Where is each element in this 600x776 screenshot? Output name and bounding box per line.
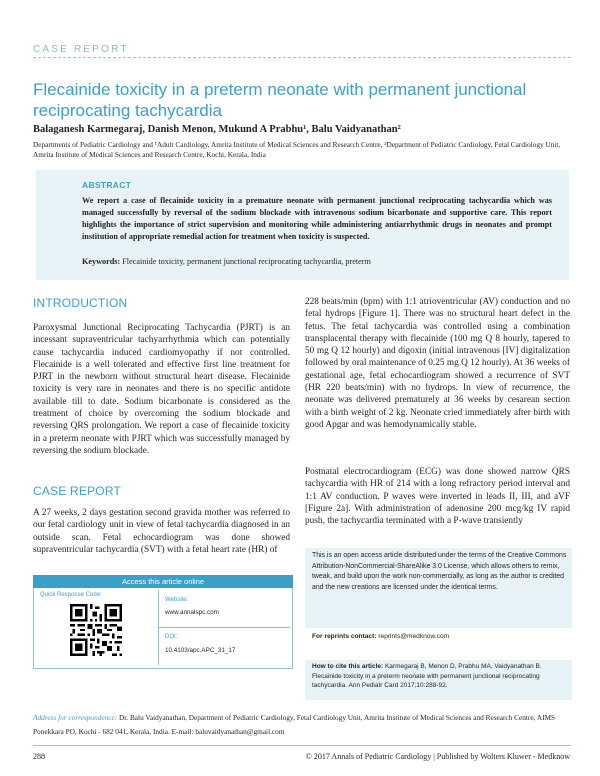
affiliations: Departments of Pediatric Cardiology and ¹Adult Cardiology, Amrita Institute of Medical Sciences and Research Centre, ²Department of Pediatric Cardiology, Fetal Cardiology Unit, Amrita Institute of Medical Sciences and Research Centre, Kochi, Kerala, India bbox=[33, 140, 561, 159]
doi-label: DOI: bbox=[165, 634, 178, 640]
page-number: 288 bbox=[33, 752, 45, 761]
abstract-text: We report a case of flecainide toxicity in a premature neonate with permanent junctional reciprocating tachycardia which was managed successfully by reversal of the sodium blockade with intravenous sodium bicarbonate and supportive care. This report highlights the importance of strict supervision and monitoring while administering antiarrhythmic drugs in neonates and prompt institution of appropriate remedial action for treatment when toxicity is suspected. bbox=[82, 196, 552, 241]
right-column-paragraph-2: Postnatal electrocardiogram (ECG) was done showed narrow QRS tachycardia with HR of 214 with a long refractory period interval and 1:1 AV conduction. P waves were inverted in leads II, III, and aVF [Figure 2a]. With administration of adenosine 200 mcg/kg IV rapid push, the tachycardia terminated with a P-wave transiently bbox=[305, 467, 570, 527]
doi-value[interactable]: 10.4103/apc.APC_31_17 bbox=[165, 647, 236, 654]
keywords-label: Keywords: bbox=[82, 257, 121, 266]
correspondence-text: Dr. Balu Vaidyanathan, Department of Pediatric Cardiology, Fetal Cardiology Unit, Amrita Institute of Medical Sciences and Research Centre, AIMS Ponekkara PO, Kochi - 682 041, Kerala, India. E-mail: baluvaidyanathan@gmail.com bbox=[33, 713, 556, 736]
journal-footer: © 2017 Annals of Pediatric Cardiology | Published by Wolters Kluwer - Medknow bbox=[305, 752, 570, 761]
correspondence-label: Address for correspondence: bbox=[33, 713, 118, 722]
access-article-heading: Access this article online bbox=[33, 575, 293, 588]
footer-divider bbox=[33, 745, 571, 746]
reprints-label: For reprints contact: bbox=[312, 633, 377, 640]
keywords-text: Flecainide toxicity, permanent junctional reciprocating tachycardia, preterm bbox=[122, 257, 371, 266]
qr-code-label: Quick Response Code: bbox=[40, 592, 102, 598]
access-box-horizontal-divider bbox=[158, 627, 290, 628]
abstract-heading: ABSTRACT bbox=[82, 180, 132, 190]
keywords bbox=[82, 257, 552, 266]
website-link[interactable]: www.annalspc.com bbox=[165, 609, 219, 616]
qr-code-image bbox=[70, 604, 122, 656]
header-divider bbox=[33, 57, 571, 58]
reprints-contact bbox=[312, 633, 449, 640]
article-title: Flecainide toxicity in a preterm neonate with permanent junctional reciprocating tachycardia bbox=[33, 80, 527, 120]
introduction-text: Paroxysmal Junctional Reciprocating Tachycardia (PJRT) is an incessant supraventricular tachyarrhythmia which can potentially cause tachycardia induced cardiomyopathy if not controlled. Flecainide is a well tolerated and effective first line treatment for PJRT in the newborn without structural heart disease. Flecainide toxicity is very rare in neonates and there is no specific antidote available till to date. Sodium bicarbonate is considered as the treatment of choice by overcoming the sodium blockade and reversing QRS prolongation. We report a case of flecainide toxicity in a preterm neonate with PJRT which was successfully managed by reversing the sodium blockade. bbox=[33, 323, 290, 456]
author-list: Balaganesh Karmegaraj, Danish Menon, Mukund A Prabhu¹, Balu Vaidyanathan² bbox=[33, 124, 401, 135]
citation-label: How to cite this article: bbox=[312, 663, 384, 670]
case-report-text: A 27 weeks, 2 days gestation second gravida mother was referred to our fetal cardiology unit in view of fetal tachycardia diagnosed in an outside scan. Fetal echocardiogram was done showed supraventricular tachycardia (SVT) with a fetal heart rate (HR) of bbox=[33, 508, 290, 555]
correspondence-address bbox=[33, 711, 571, 738]
right-column-paragraph-1: 228 beats/min (bpm) with 1:1 atrioventricular (AV) conduction and no fetal hydrops [Figure 1]. There was no structural heart defect in the fetus. The fetal tachycardia was controlled using a combination transplacental therapy with flecainide (100 mg Q 8 hourly, tapered to 50 mg Q 12 hourly) and digoxin (initial intravenous [IV] digitalization followed by oral maintenance of 0.25 mg Q 12 hourly). At 36 weeks of gestational age, fetal echocardiogram showed a recurrence of SVT (HR 220 beats/min) with no hydrops. In view of recurrence, the neonate was delivered prematurely at 36 weeks by cesarean section with a birth weight of 2 kg. Neonate cried immediately after birth with good Apgar and was hemodynamically stable. bbox=[305, 297, 570, 430]
citation bbox=[312, 662, 570, 691]
case-report-heading: CASE REPORT bbox=[33, 484, 121, 498]
introduction-heading: INTRODUCTION bbox=[33, 296, 128, 310]
citation-text: Karmegaraj B, Menon D, Prabhu MA, Vaidyanathan B. Flecainide toxicity in a preterm neonate with permanent junctional reciprocating tachycardia. Ann Pediatr Card 2017;10:288-92. bbox=[312, 663, 542, 690]
article-type-label: CASE REPORT bbox=[33, 44, 129, 55]
reprints-email[interactable]: reprints@medknow.com bbox=[378, 633, 450, 640]
license-text: This is an open access article distributed under the terms of the Creative Commons Attribution-NonCommercial-ShareAlike 3.0 License, which allows others to remix, tweak, and build upon the work non-commercially, as long as the author is credited and the new creations are licensed under the identical terms. bbox=[312, 552, 567, 592]
website-label: Website: bbox=[165, 597, 189, 603]
